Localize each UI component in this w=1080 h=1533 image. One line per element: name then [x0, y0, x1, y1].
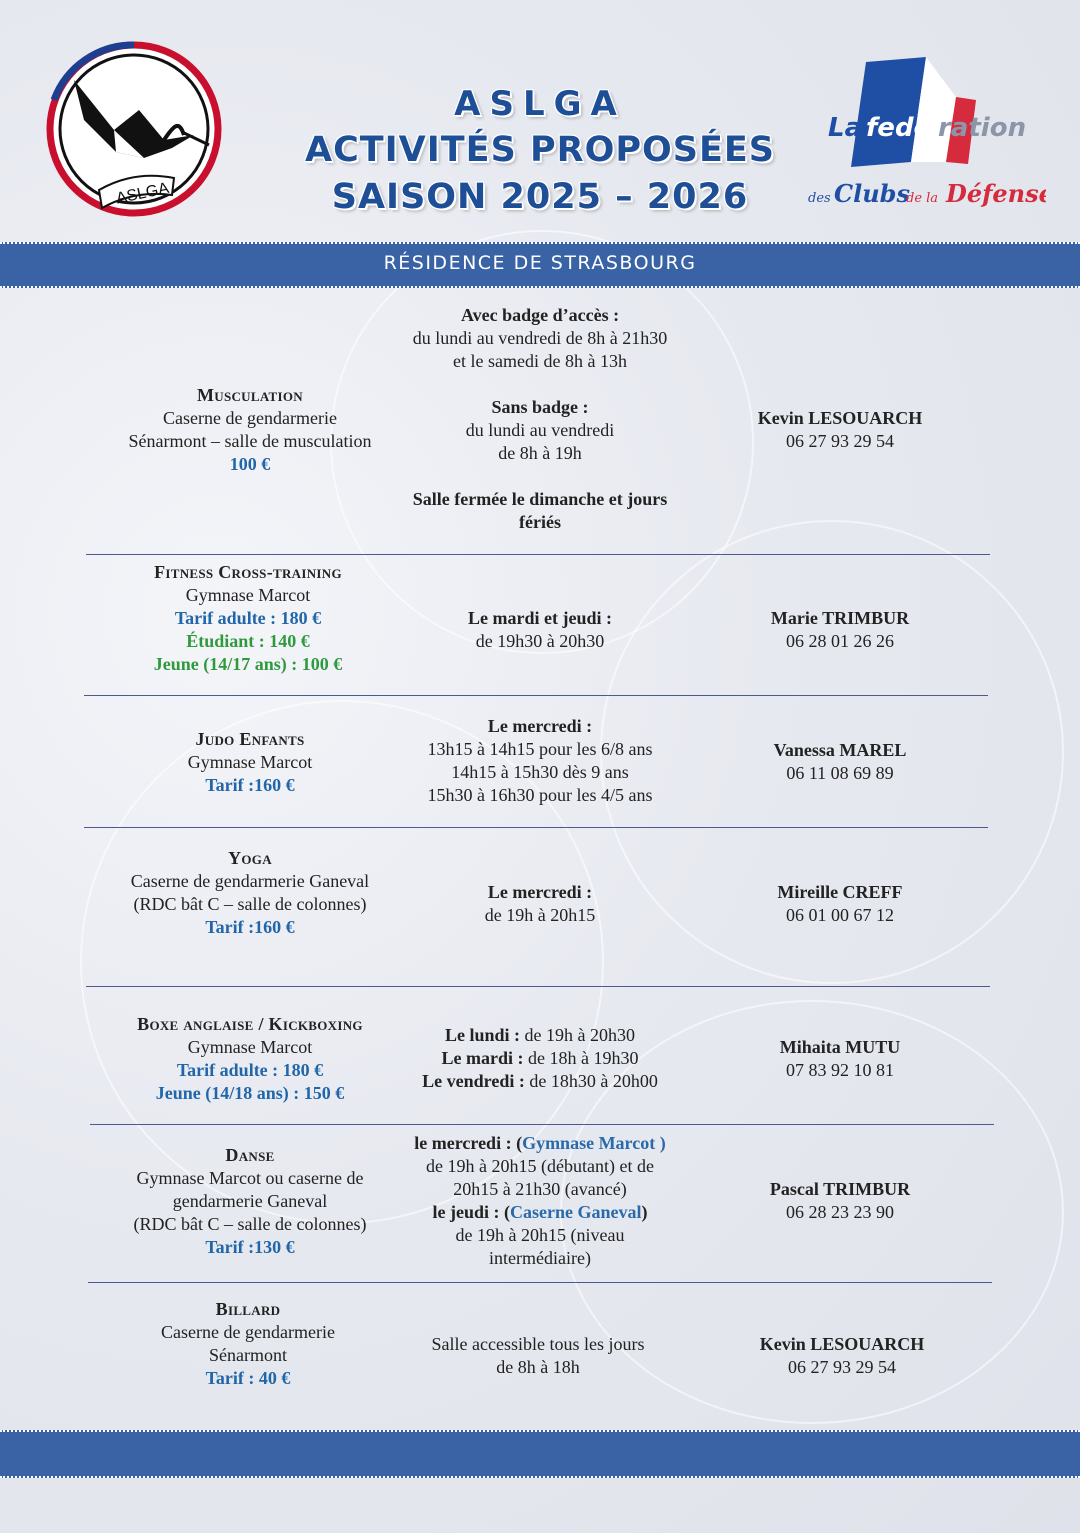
activity-price: Jeune (14/17 ans) : 100 € — [153, 654, 343, 674]
activity-place: Caserne de gendarmerie — [161, 1322, 335, 1342]
contact-name: Pascal TRIMBUR — [769, 1179, 911, 1199]
contact-phone: 06 28 01 26 26 — [786, 631, 894, 651]
schedule-title: Le mercredi : — [487, 716, 593, 736]
contact-fitness — [700, 607, 980, 653]
contact-boxe — [700, 1036, 980, 1082]
schedule-day: Le vendredi : — [422, 1071, 525, 1091]
activity-place: Gymnase Marcot — [187, 1037, 313, 1057]
activity-judo — [100, 728, 400, 797]
contact-danse — [700, 1178, 980, 1224]
activity-danse — [100, 1144, 400, 1259]
schedule-fitness — [380, 607, 700, 653]
contact-phone: 06 11 08 69 89 — [786, 763, 894, 783]
title-season: SAISON 2025 – 2026 — [331, 177, 749, 217]
contact-name: Vanessa MAREL — [773, 740, 907, 760]
schedule-line: de 8h à 18h — [496, 1357, 580, 1377]
contact-phone: 06 27 93 29 54 — [788, 1357, 896, 1377]
schedule-day: Le lundi : — [444, 1025, 521, 1045]
activity-price: Tarif :160 € — [205, 775, 295, 795]
schedule-line: de 19h à 20h15 — [484, 905, 596, 925]
schedule-time: de 18h30 à 20h00 — [524, 1071, 658, 1091]
activity-name: Yoga — [228, 848, 272, 868]
activity-place: (RDC bât C – salle de colonnes) — [133, 894, 367, 914]
schedule-location: Gymnase Marcot ) — [522, 1133, 666, 1153]
activity-price: Tarif : 40 € — [205, 1368, 291, 1388]
schedule-danse — [380, 1132, 700, 1270]
schedule-line — [380, 1070, 700, 1093]
svg-text:Défense: Défense — [946, 179, 1046, 208]
activity-price: Tarif adulte : 180 € — [174, 608, 322, 628]
activity-place: Caserne de gendarmerie Ganeval — [130, 871, 370, 891]
banner-title: RÉSIDENCE DE STRASBOURG — [383, 252, 697, 274]
schedule-day: le mercredi : ( — [414, 1133, 523, 1153]
schedule-line: et le samedi de 8h à 13h — [453, 351, 627, 371]
svg-text:La: La — [828, 113, 863, 143]
contact-phone: 06 27 93 29 54 — [786, 431, 894, 451]
activity-place: Gymnase Marcot — [187, 752, 313, 772]
activity-musculation — [100, 384, 400, 476]
svg-text:des: des — [808, 191, 831, 206]
activity-price: 100 € — [229, 454, 271, 474]
schedule-judo — [380, 715, 700, 807]
activity-price: Tarif :130 € — [205, 1237, 295, 1257]
contact-judo — [700, 739, 980, 785]
contact-name: Mihaita MUTU — [779, 1037, 901, 1057]
schedule-line: 14h15 à 15h30 dès 9 ans — [451, 762, 629, 782]
schedule-boxe — [380, 1024, 700, 1093]
row-divider — [88, 1282, 992, 1283]
schedule-location: Caserne Ganeval — [510, 1202, 642, 1222]
activity-name: Billard — [215, 1299, 281, 1319]
schedule-title: Avec badge d’accès : — [460, 305, 620, 325]
contact-name: Mireille CREFF — [777, 882, 903, 902]
schedule-line: de 19h à 20h15 (débutant) et de — [426, 1156, 654, 1176]
svg-text:fede: fede — [866, 113, 932, 143]
activity-name: Danse — [225, 1145, 275, 1165]
activity-price: Étudiant : 140 € — [186, 631, 310, 651]
title-activities: ACTIVITÉS PROPOSÉES — [305, 130, 775, 170]
row-divider — [86, 554, 990, 555]
activity-name: Musculation — [196, 385, 303, 405]
activity-place: Gymnase Marcot — [185, 585, 311, 605]
schedule-line: du lundi au vendredi — [465, 420, 615, 440]
schedule-line — [380, 1024, 700, 1047]
schedule-title: Sans badge : — [491, 397, 589, 417]
activity-place: Sénarmont — [209, 1345, 287, 1365]
activity-place: Sénarmont – salle de musculation — [128, 431, 372, 451]
svg-text:de la: de la — [906, 191, 939, 206]
schedule-note: fériés — [519, 512, 561, 532]
schedule-line: intermédiaire) — [489, 1248, 591, 1268]
contact-name: Kevin LESOUARCH — [757, 408, 923, 428]
activity-yoga — [100, 847, 400, 939]
schedule-line: 15h30 à 16h30 pour les 4/5 ans — [427, 785, 653, 805]
schedule-time: de 18h à 19h30 — [523, 1048, 639, 1068]
row-divider — [86, 986, 990, 987]
contact-phone: 07 83 92 10 81 — [786, 1060, 894, 1080]
schedule-billard — [378, 1333, 698, 1379]
federation-logo — [806, 52, 1046, 212]
contact-phone: 06 28 23 23 90 — [786, 1202, 894, 1222]
schedule-line: de 8h à 19h — [498, 443, 582, 463]
schedule-line: 20h15 à 21h30 (avancé) — [453, 1179, 627, 1199]
schedule-time: de 19h à 20h30 — [520, 1025, 635, 1045]
schedule-line — [380, 1201, 700, 1224]
activity-name: Boxe anglaise / Kickboxing — [137, 1014, 363, 1034]
row-divider — [84, 695, 988, 696]
svg-text:ration: ration — [938, 113, 1027, 143]
activity-billard — [98, 1298, 398, 1390]
activity-place: Caserne de gendarmerie — [163, 408, 337, 428]
contact-phone: 06 01 00 67 12 — [786, 905, 894, 925]
schedule-title: Le mercredi : — [487, 882, 593, 902]
activity-fitness — [98, 561, 398, 676]
schedule-yoga — [380, 881, 700, 927]
schedule-title: Le mardi et jeudi : — [468, 608, 612, 628]
contact-yoga — [700, 881, 980, 927]
schedule-line — [380, 1047, 700, 1070]
schedule-line: Salle accessible tous les jours — [431, 1334, 645, 1354]
activity-price: Tarif adulte : 180 € — [176, 1060, 324, 1080]
row-divider — [84, 827, 988, 828]
residence-banner — [0, 242, 1080, 288]
activity-boxe — [100, 1013, 400, 1105]
row-divider — [90, 1124, 994, 1125]
schedule-musculation — [380, 304, 700, 534]
schedule-note: Salle fermée le dimanche et jours — [412, 489, 668, 509]
footer-bar — [0, 1430, 1080, 1478]
activity-place: gendarmerie Ganeval — [172, 1191, 328, 1211]
contact-name: Kevin LESOUARCH — [759, 1334, 925, 1354]
contact-name: Marie TRIMBUR — [770, 608, 910, 628]
activity-price: Tarif :160 € — [205, 917, 295, 937]
activity-name: Fitness Cross-training — [154, 562, 342, 582]
schedule-line — [380, 1132, 700, 1155]
contact-billard — [702, 1333, 982, 1379]
svg-text:Clubs: Clubs — [834, 179, 910, 208]
contact-musculation — [700, 407, 980, 453]
header — [0, 0, 1080, 240]
schedule-line: du lundi au vendredi de 8h à 21h30 — [412, 328, 668, 348]
schedule-line: de 19h à 20h15 (niveau — [455, 1225, 625, 1245]
schedule-day: le jeudi : ( — [432, 1202, 510, 1222]
schedule-line: de 19h30 à 20h30 — [475, 631, 605, 651]
logo-text: ASLGA — [114, 179, 171, 208]
activity-place: (RDC bât C – salle de colonnes) — [133, 1214, 367, 1234]
title-aslga: ASLGA — [454, 84, 626, 124]
activity-name: Judo Enfants — [195, 729, 305, 749]
schedule-day: Le mardi : — [441, 1048, 524, 1068]
activity-place: Gymnase Marcot ou caserne de — [136, 1168, 364, 1188]
schedule-paren: ) — [641, 1202, 648, 1222]
activity-price: Jeune (14/18 ans) : 150 € — [155, 1083, 345, 1103]
schedule-line: 13h15 à 14h15 pour les 6/8 ans — [427, 739, 653, 759]
